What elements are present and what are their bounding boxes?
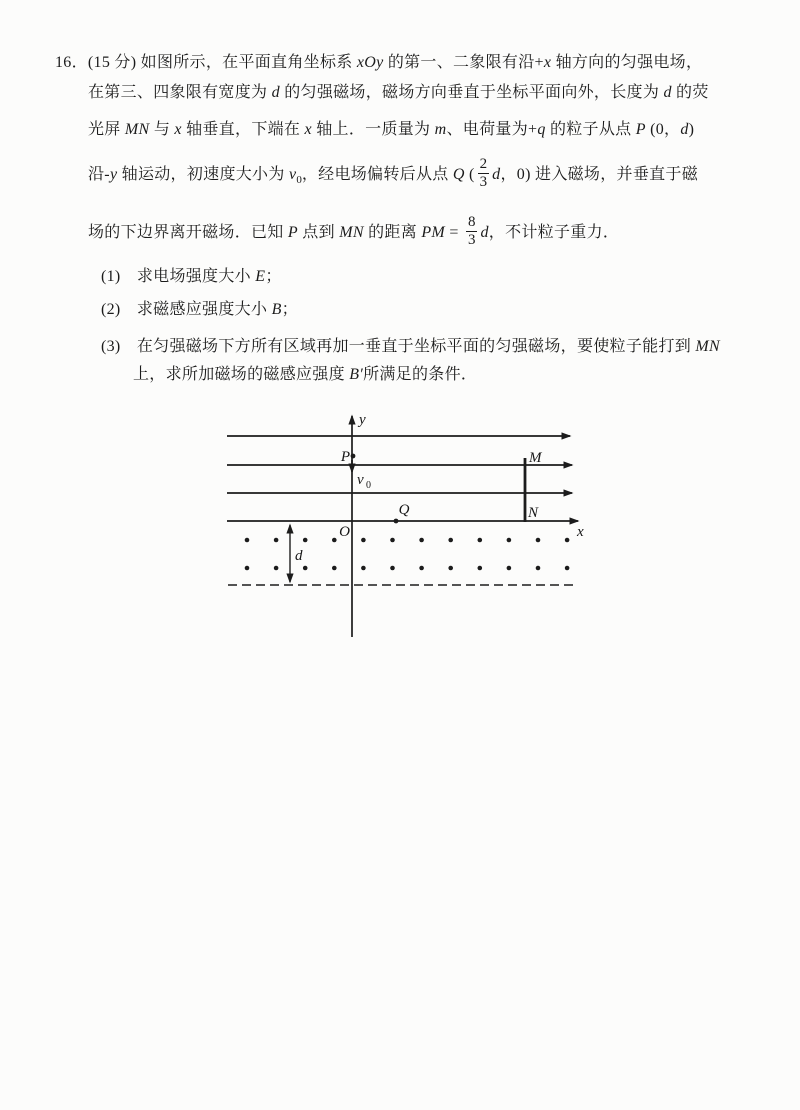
field-dot bbox=[245, 566, 250, 571]
field-dot bbox=[390, 566, 395, 571]
point-Q bbox=[394, 519, 399, 524]
statement-line-3: 光屏 MN 与 x 轴垂直，下端在 x 轴上．一质量为 m、电荷量为+q 的粒子从点 P (0，d) bbox=[88, 121, 695, 138]
field-dot bbox=[448, 566, 453, 571]
label-width-d: d bbox=[295, 548, 303, 564]
question-3-continued: 上，求所加磁场的磁感应强度 B′所满足的条件． bbox=[133, 366, 478, 383]
label-point-P: P bbox=[340, 449, 350, 465]
label-y-axis: y bbox=[359, 412, 366, 428]
field-dot bbox=[478, 538, 483, 543]
magnetic-field-dots bbox=[245, 538, 570, 571]
field-dot bbox=[419, 566, 424, 571]
field-dot bbox=[303, 566, 308, 571]
label-point-M: M bbox=[529, 450, 542, 466]
question-1: (1) 求电场强度大小 E； bbox=[101, 268, 282, 285]
label-v0-subscript: 0 bbox=[366, 480, 371, 491]
point-P bbox=[351, 454, 356, 459]
fraction: $\frac{2}{3}$ bbox=[479, 156, 488, 190]
field-dot bbox=[565, 566, 570, 571]
field-dot bbox=[361, 538, 366, 543]
label-x-axis: x bbox=[577, 524, 584, 540]
label-origin-O: O bbox=[339, 524, 350, 540]
field-dot bbox=[361, 566, 366, 571]
statement-line-2: 在第三、四象限有宽度为 d 的匀强磁场，磁场方向垂直于坐标平面向外，长度为 d 的荧 bbox=[88, 84, 709, 101]
label-point-Q: Q bbox=[398, 502, 410, 518]
field-dot bbox=[419, 538, 424, 543]
statement-line-4: 沿-y 轴运动，初速度大小为 $v_0$，经电场偏转后从点 Q ( $\frac{2}{3}$ d，0) 进入磁场，并垂直于磁 bbox=[88, 156, 699, 190]
fraction: $\frac{8}{3}$ bbox=[467, 214, 476, 248]
physics-diagram bbox=[220, 403, 600, 643]
field-dot bbox=[332, 538, 337, 543]
question-2: (2) 求磁感应强度大小 B； bbox=[101, 301, 298, 318]
field-dot bbox=[565, 538, 570, 543]
field-dot bbox=[332, 566, 337, 571]
field-dot bbox=[507, 538, 512, 543]
question-3: (3) 在匀强磁场下方所有区域再加一垂直于坐标平面的匀强磁场，要使粒子能打到 MN bbox=[101, 338, 720, 355]
field-dot bbox=[536, 566, 541, 571]
field-dot bbox=[274, 566, 279, 571]
field-dot bbox=[448, 538, 453, 543]
field-dot bbox=[478, 566, 483, 571]
field-dot bbox=[536, 538, 541, 543]
label-point-N: N bbox=[528, 505, 539, 521]
label-v0: v bbox=[357, 472, 364, 488]
field-dot bbox=[274, 538, 279, 543]
statement-line-5: 场的下边界离开磁场．已知 P 点到 MN 的距离 PM = $\frac{8}{3}$ d，不计粒子重力． bbox=[88, 214, 620, 248]
field-dot bbox=[245, 538, 250, 543]
field-dot bbox=[390, 538, 395, 543]
field-dot bbox=[507, 566, 512, 571]
statement-line-1: 16．(15 分) 如图所示，在平面直角坐标系 xOy 的第一、二象限有沿+x 轴方向的匀强电场， bbox=[55, 54, 703, 71]
field-dot bbox=[303, 538, 308, 543]
